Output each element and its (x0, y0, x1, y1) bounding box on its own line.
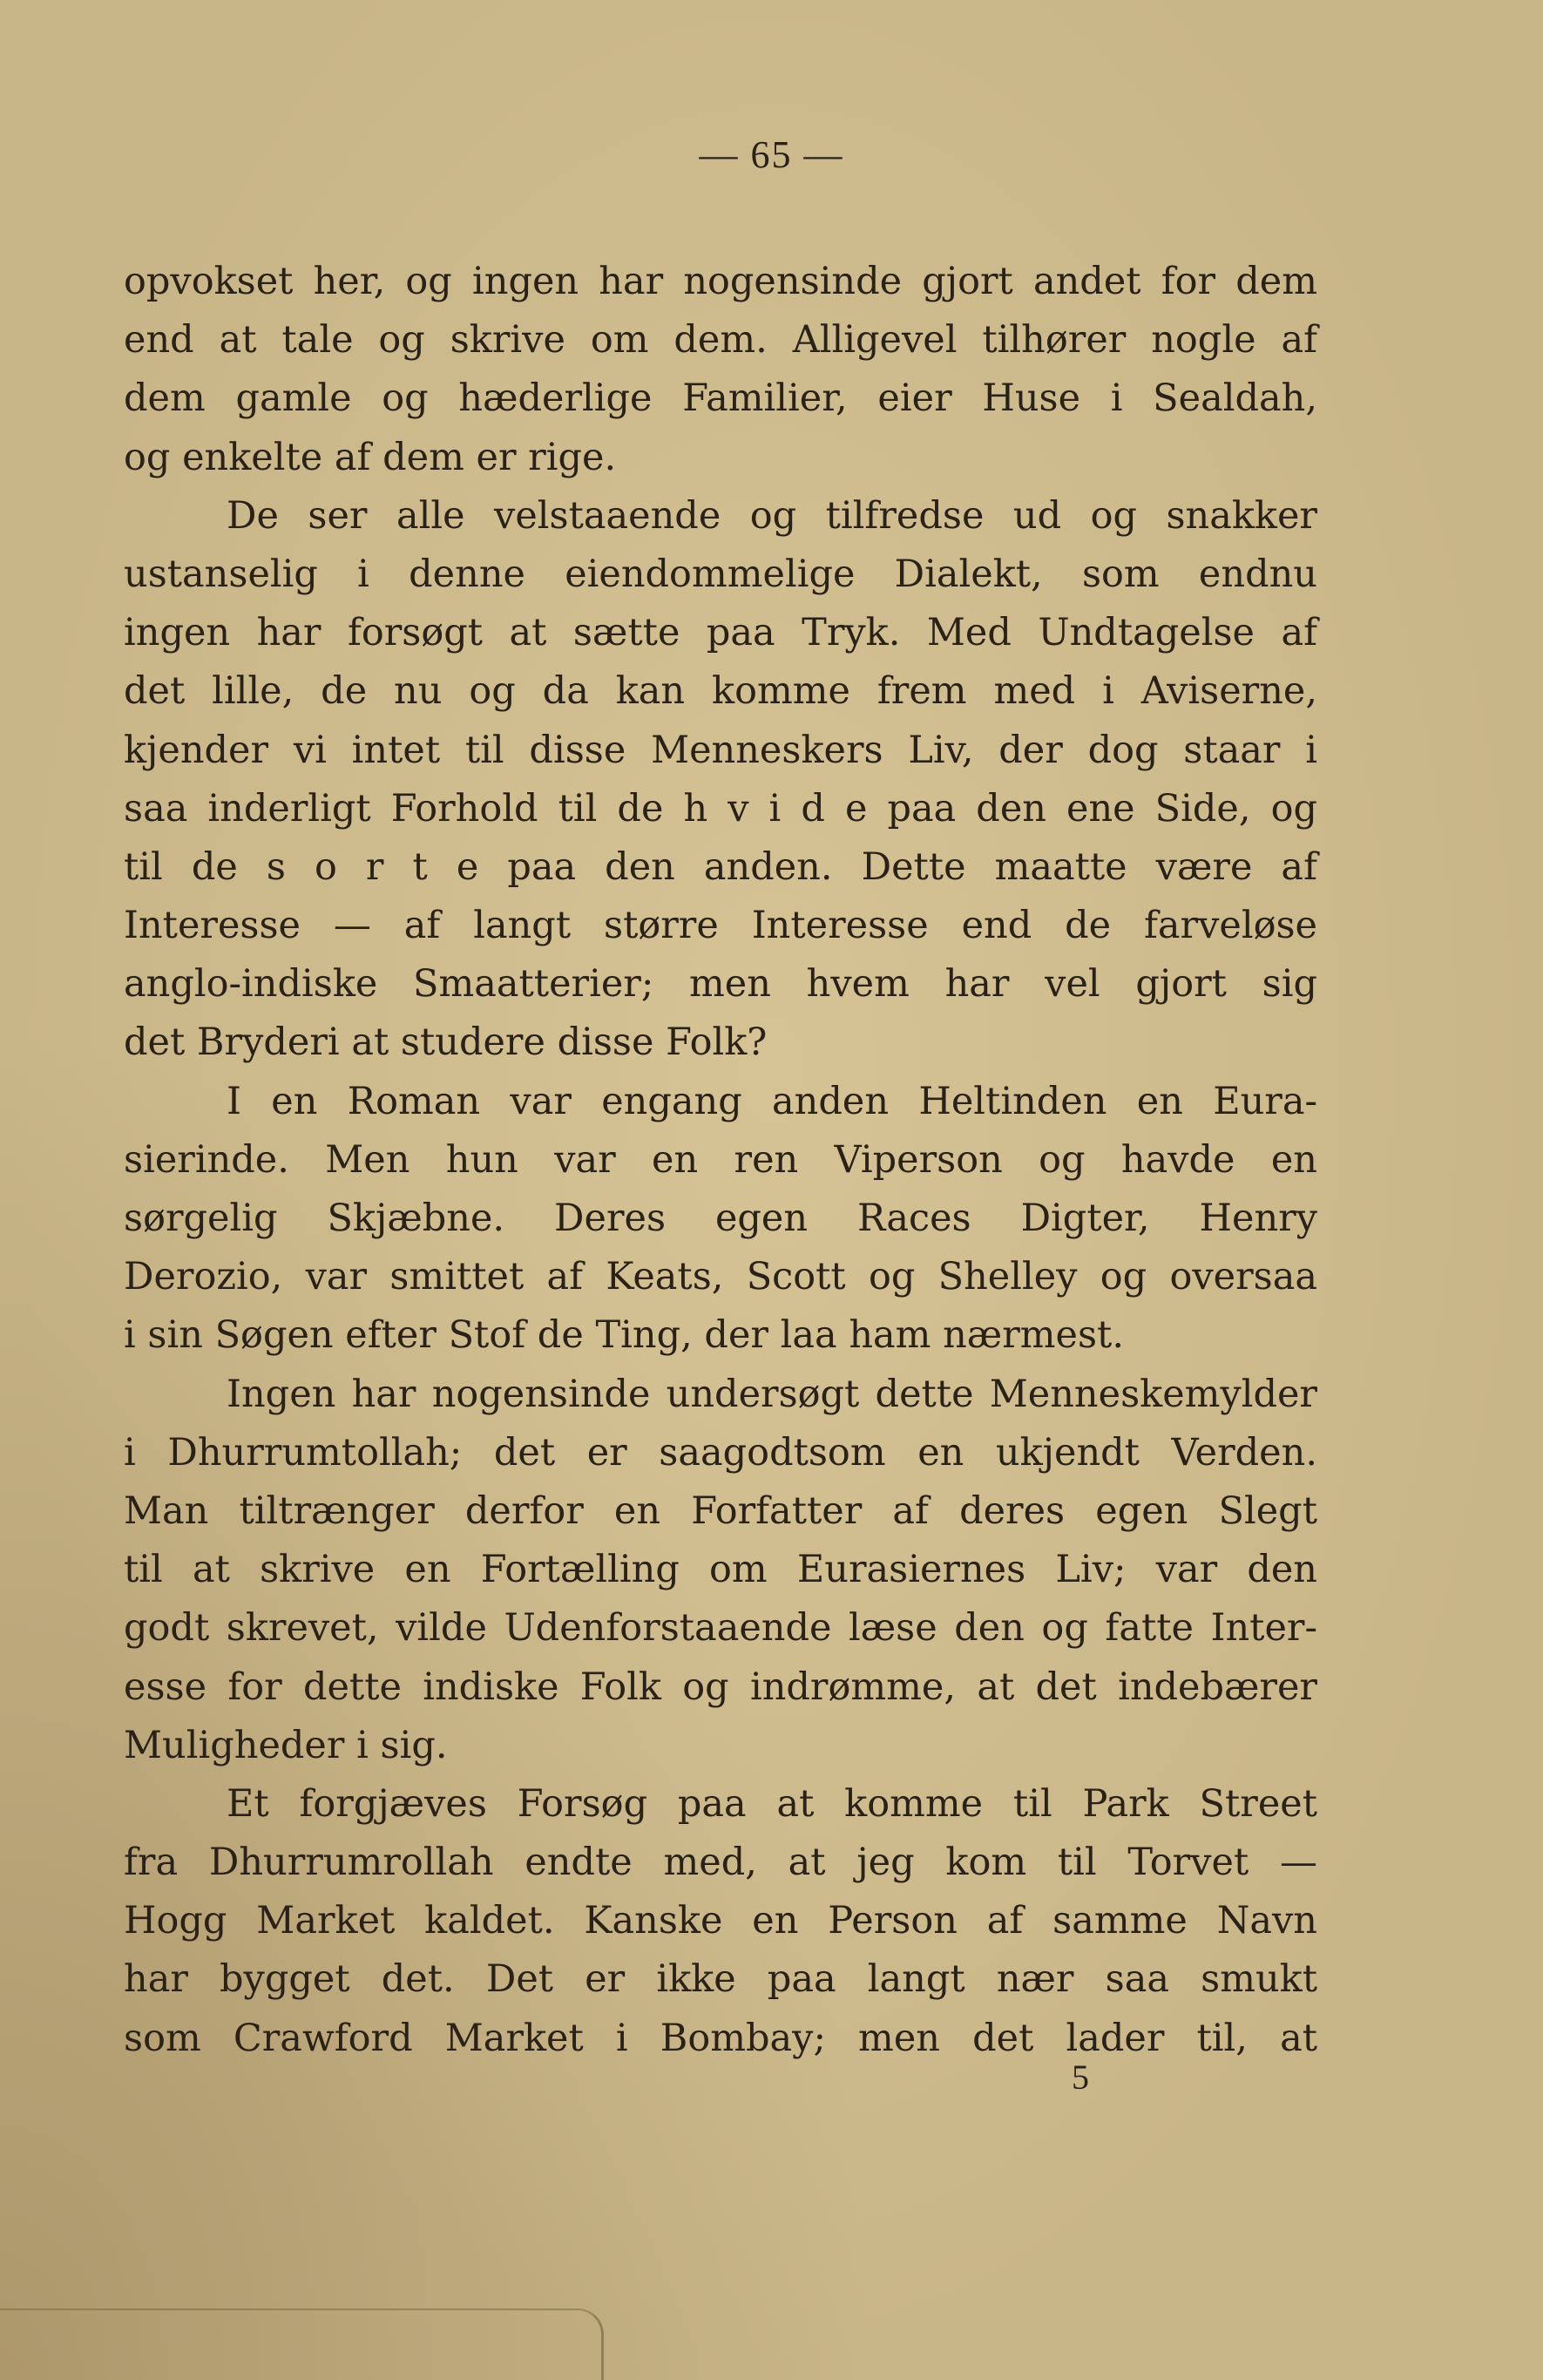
text-line: Ingen har nogensinde undersøgt dette Menneskemylder (227, 1372, 1317, 1416)
text-line: Muligheder i sig. (124, 1723, 448, 1767)
text-line: end at tale og skrive om dem. Alligevel tilhører nogle af (124, 318, 1317, 363)
text-line: I en Roman var engang anden Heltinden en Eura- (227, 1079, 1317, 1123)
text-line: godt skrevet, vilde Udenforstaaende læse den og fatte Inter- (124, 1606, 1317, 1651)
text-line: det lille, de nu og da kan komme frem med i Aviserne, (124, 669, 1317, 714)
text-line: Derozio, var smittet af Keats, Scott og Shelley og oversaa (124, 1255, 1317, 1299)
text-line: saa inderligt Forhold til de h v i d e paa den ene Side, og (124, 786, 1317, 831)
text-line: ustanselig i denne eiendommelige Dialekt, som endnu (124, 552, 1317, 596)
text-line: anglo-indiske Smaatterier; men hvem har vel gjort sig (124, 962, 1317, 1007)
text-line: Et forgjæves Forsøg paa at komme til Park Street (227, 1781, 1317, 1826)
page-number-header: — 65 — (699, 133, 844, 176)
text-line: dem gamle og hæderlige Familier, eier Huse i Sealdah, (124, 376, 1317, 421)
text-line: kjender vi intet til disse Menneskers Liv, der dog staar i (124, 728, 1317, 772)
text-line: esse for dette indiske Folk og indrømme, at det indebærer (124, 1665, 1317, 1709)
text-line: ingen har forsøgt at sætte paa Tryk. Med Undtagelse af (124, 611, 1317, 655)
text-line: det Bryderi at studere disse Folk? (124, 1020, 768, 1065)
text-line: til de s o r t e paa den anden. Dette maatte være af (124, 844, 1317, 889)
text-line: De ser alle velstaaende og tilfredse ud og snakker (227, 493, 1317, 538)
text-line: sierinde. Men hun var en ren Viperson og havde en (124, 1137, 1317, 1182)
signature-mark: 5 (1072, 2058, 1089, 2097)
text-line: opvokset her, og ingen har nogensinde gjort andet for dem (124, 260, 1317, 303)
text-line: som Crawford Market i Bombay; men det lader til, at (124, 2016, 1317, 2060)
text-line: i Dhurrumtollah; det er saagodtsom en ukjendt Verden. (124, 1430, 1317, 1475)
text-line: Man tiltrænger derfor en Forfatter af deres egen Slegt (124, 1488, 1317, 1533)
text-line: sørgelig Skjæbne. Deres egen Races Digter, Henry (124, 1197, 1317, 1240)
text-line: fra Dhurrumrollah endte med, at jeg kom til Torvet — (124, 1841, 1317, 1885)
text-line: Hogg Market kaldet. Kanske en Person af samme Navn (124, 1899, 1317, 1943)
text-line: til at skrive en Fortælling om Eurasiernes Liv; var den (124, 1548, 1317, 1592)
text-line: Interesse — af langt større Interesse end de farveløse (124, 904, 1317, 948)
body-text (124, 253, 1317, 2068)
text-line: i sin Søgen efter Stof de Ting, der laa ham nærmest. (124, 1313, 1125, 1358)
text-line: og enkelte af dem er rige. (124, 435, 617, 479)
text-line: har bygget det. Det er ikke paa langt nær saa smukt (124, 1957, 1317, 2002)
page-fold-mark (0, 2309, 604, 2380)
